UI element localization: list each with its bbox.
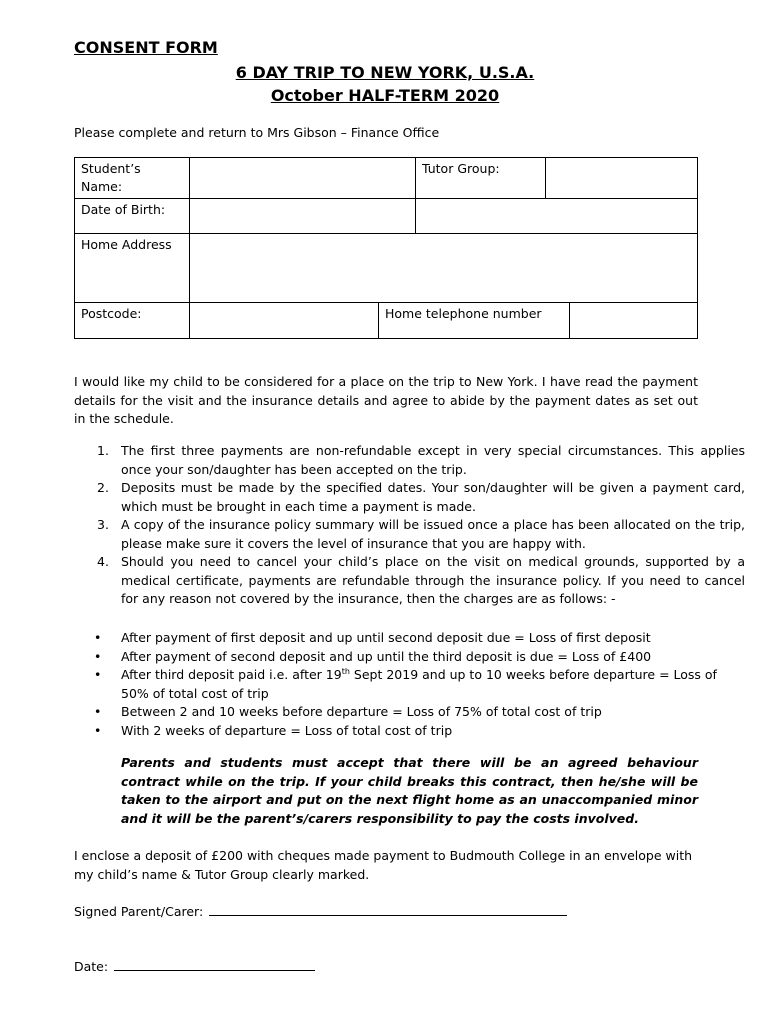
home-address-field[interactable] bbox=[190, 234, 698, 303]
bullet-icon: • bbox=[94, 704, 102, 719]
charge-text: Between 2 and 10 weeks before departure = Loss of 75% of total cost of trip bbox=[121, 704, 602, 719]
bullet-icon: • bbox=[94, 630, 102, 645]
form-title: CONSENT FORM bbox=[74, 38, 218, 57]
charge-text: After payment of first deposit and up until second deposit due = Loss of first deposit bbox=[121, 630, 651, 645]
signature-row bbox=[74, 903, 567, 922]
term-text: Deposits must be made by the specified dates. Your son/daughter will be given a payment card, which must be brought in each time a payment is made. bbox=[121, 480, 745, 514]
term-number: 3. bbox=[97, 517, 109, 532]
intro-text: Please complete and return to Mrs Gibson – Finance Office bbox=[74, 125, 440, 140]
student-name-field[interactable] bbox=[190, 158, 416, 199]
charge-text-end: Sept 2019 and up to 10 weeks before departure = Loss of 50% of total cost of trip bbox=[121, 667, 717, 701]
postcode-label: Postcode: bbox=[75, 303, 190, 339]
bullet-icon: • bbox=[94, 722, 102, 738]
charge-item bbox=[94, 703, 745, 722]
home-phone-field[interactable] bbox=[570, 303, 698, 339]
student-details-table bbox=[74, 157, 698, 339]
charge-item bbox=[94, 648, 745, 667]
bullet-icon: • bbox=[94, 648, 102, 664]
trip-title: 6 DAY TRIP TO NEW YORK, U.S.A. bbox=[235, 63, 535, 82]
term-title: October HALF-TERM 2020 bbox=[270, 86, 500, 105]
terms-list bbox=[74, 442, 745, 609]
student-name-label: Student’s Name: bbox=[75, 158, 190, 199]
tutor-group-label: Tutor Group: bbox=[416, 158, 546, 199]
deposit-note: I enclose a deposit of £200 with cheques made payment to Budmouth College in an envelope with my child’s name & Tutor Group clearly marked. bbox=[74, 848, 693, 882]
charge-text-start: After third deposit paid i.e. after 19 bbox=[121, 667, 342, 682]
charge-item bbox=[94, 666, 745, 703]
signature-line[interactable] bbox=[209, 903, 567, 916]
home-address-label: Home Address bbox=[75, 234, 190, 303]
term-text: A copy of the insurance policy summary will be issued once a place has been allocated on the trip, please make sure it covers the level of insurance that you are happy with. bbox=[121, 517, 745, 551]
term-item bbox=[97, 516, 745, 553]
date-row bbox=[74, 958, 315, 977]
home-phone-label: Home telephone number bbox=[379, 303, 570, 339]
charges-list bbox=[74, 629, 745, 740]
behaviour-contract-note: Parents and students must accept that there will be an agreed behaviour contract while on the trip. If your child breaks this contract, then he/she will be taken to the airport and put on the next flight home as an unaccompanied minor and it will be the parent’s/carers responsibility to pay the costs involved. bbox=[121, 755, 698, 826]
dob-extra-field[interactable] bbox=[416, 199, 698, 234]
term-text: Should you need to cancel your child’s place on the visit on medical grounds, supported by a medical certificate, payments are refundable through the insurance policy. If you need to cancel for any reason not covered by the insurance, then the charges are as follows: - bbox=[121, 554, 745, 606]
charge-item bbox=[94, 722, 745, 741]
signature-label: Signed Parent/Carer: bbox=[74, 904, 204, 919]
bullet-icon: • bbox=[94, 667, 102, 682]
dob-label: Date of Birth: bbox=[75, 199, 190, 234]
term-number: 4. bbox=[97, 554, 109, 569]
term-number: 2. bbox=[97, 480, 109, 495]
postcode-field[interactable] bbox=[190, 303, 379, 339]
charge-superscript: th bbox=[341, 666, 350, 676]
charge-text: With 2 weeks of departure = Loss of total cost of trip bbox=[121, 722, 453, 738]
date-line[interactable] bbox=[114, 958, 315, 971]
date-label: Date: bbox=[74, 959, 109, 974]
consent-statement: I would like my child to be considered for a place on the trip to New York. I have read the payment details for the visit and the insurance details and agree to abide by the payment dates as set out in the schedule. bbox=[74, 374, 698, 426]
term-number: 1. bbox=[97, 443, 109, 458]
charge-item bbox=[94, 629, 745, 648]
term-item bbox=[97, 479, 745, 516]
tutor-group-field[interactable] bbox=[546, 158, 698, 199]
term-item bbox=[97, 442, 745, 479]
term-item bbox=[97, 553, 745, 609]
charge-text: After payment of second deposit and up until the third deposit is due = Loss of £400 bbox=[121, 648, 652, 664]
term-text: The first three payments are non-refundable except in very special circumstances. This applies once your son/daughter has been accepted on the trip. bbox=[121, 443, 745, 477]
dob-field[interactable] bbox=[190, 199, 416, 234]
